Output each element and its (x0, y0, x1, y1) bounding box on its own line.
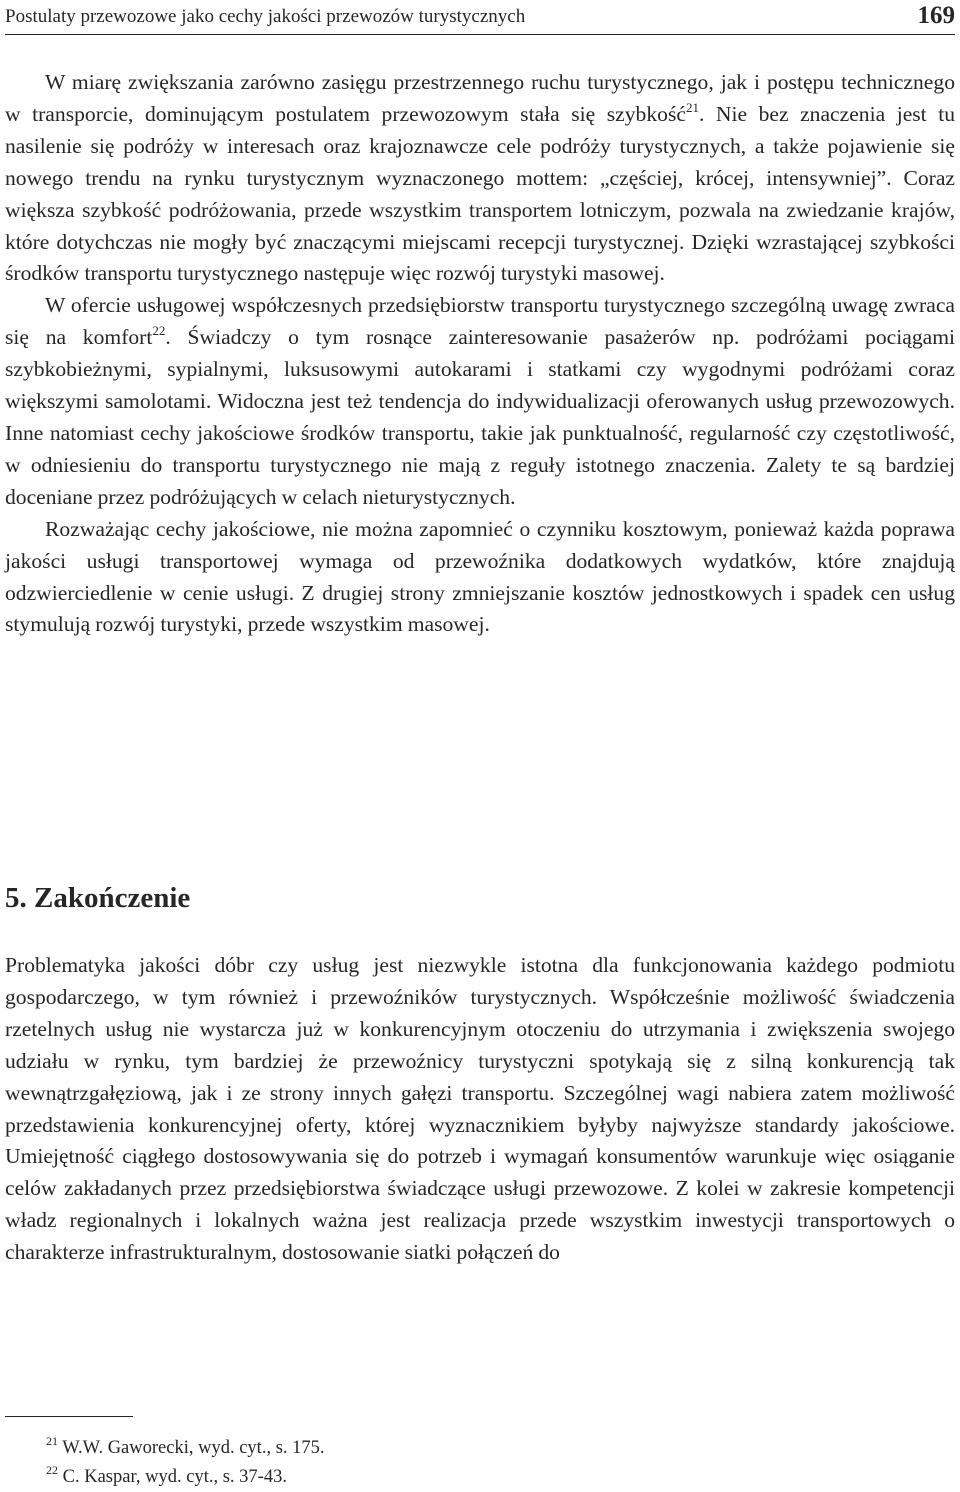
footnote-text: W.W. Gaworecki, wyd. cyt., s. 175. (62, 1438, 325, 1458)
footnote-text: C. Kaspar, wyd. cyt., s. 37-43. (62, 1467, 287, 1487)
paragraph: Rozważając cechy jakościowe, nie można zapomnieć o czynniku kosztowym, ponieważ każda poprawa jakości usługi transportowej wymaga od przewoźnika dodatkowych wydatków, które znajdują odzwierciedlenie w cenie usługi. Z drugiej strony zmniejszanie kosztów jednostkowych i spadek cen usług stymulują rozwój turystyki, przede wszystkim masowej. (5, 516, 955, 637)
paragraph: Problematyka jakości dóbr czy usług jest niezwykle istotna dla funkcjonowania każdego podmiotu gospodarczego, w tym również i przewoźników turystycznych. Współcześnie możliwość świadczenia rzetelnych usług nie wystarcza już w konkurencyjnym otoczeniu do utrzymania i zwiększenia swojego udziału w rynku, tym bardziej że przewoźnicy turystyczni spotykają się z silną konkurencją tak wewnątrzgałęziową, jak i ze strony innych gałęzi transportu. Szczególnej wagi nabiera zatem możliwość przedstawienia konkurencyjnej oferty, której wyznacznikiem byłyby najwyższe standardy jakościowe. Umiejętność ciągłego dostosowywania się do potrzeb i wymagań konsumentów warunkuje więc osiąganie celów zakładanych przez przedsiębiorstwa świadczące usługi przewozowe. Z kolei w zakresie kompetencji władz regionalnych i lokalnych ważna jest realizacja przede wszystkim inwestycji transportowych o charakterze infrastrukturalnym, dostosowanie siatki połączeń do (5, 953, 955, 1265)
conclusion-body (5, 950, 955, 1269)
paragraph-text: W miarę zwiększania zarówno zasięgu przestrzennego ruchu turystycznego, jak i postępu technicznego w transporcie, dominującym postulatem przewozowym stała się szybkość (5, 70, 955, 126)
page-number: 169 (917, 2, 955, 29)
paragraph-text: . Nie bez znaczenia jest tu nasilenie się podróży w interesach oraz krajoznawcze cele podróży turystycznych, a także pojawienie się nowego trendu na rynku turystycznym wyznaczonego mottem: „częściej, krócej, intensywniej”. Coraz większa szybkość podróżowania, przede wszystkim transportem lotniczym, pozwala na zwiedzanie krajów, które dotychczas nie mogły być znaczącymi miejscami recepcji turystycznej. Dzięki wzrastającej szybkości środków transportu turystycznego następuje więc rozwój turystyki masowej. (5, 101, 956, 286)
footnote-divider (5, 1416, 133, 1417)
footnote-number: 21 (46, 1433, 58, 1448)
paragraph (5, 67, 955, 290)
footnote-number: 22 (46, 1462, 58, 1477)
section-body (5, 67, 955, 641)
paragraph-text: W ofercie usługowej współczesnych przedsiębiorstw transportu turystycznego szczególną uwagę zwraca się na komfort (5, 293, 955, 350)
footnote-ref[interactable]: 21 (685, 99, 699, 115)
footnotes (46, 1434, 325, 1492)
paragraph (5, 290, 955, 513)
section-heading: 5. Zakończenie (5, 882, 191, 914)
footnote-ref[interactable]: 22 (152, 323, 166, 339)
footnote (46, 1463, 325, 1492)
footnote (46, 1434, 325, 1463)
running-title: Postulaty przewozowe jako cechy jakości przewozów turystycznych (5, 6, 526, 27)
paragraph-text: . Świadczy o tym rosnące zainteresowanie pasażerów np. podróżami pociągami szybkobieżnymi, sypialnymi, luksusowymi autokarami i statkami czy wygodnymi podróżami coraz większymi samolotami. Widoczna jest też tendencja do indywidualizacji oferowanych usług przewozowych. Inne natomiast cechy jakościowe środków transportu, takie jak punktualność, regularność czy częstotliwość, w odniesieniu do transportu turystycznego nie mają z reguły istotnego znaczenia. Zalety te są bardziej doceniane przez podróżujących w celach nieturystycznych. (5, 325, 955, 509)
page-header (5, 0, 955, 35)
